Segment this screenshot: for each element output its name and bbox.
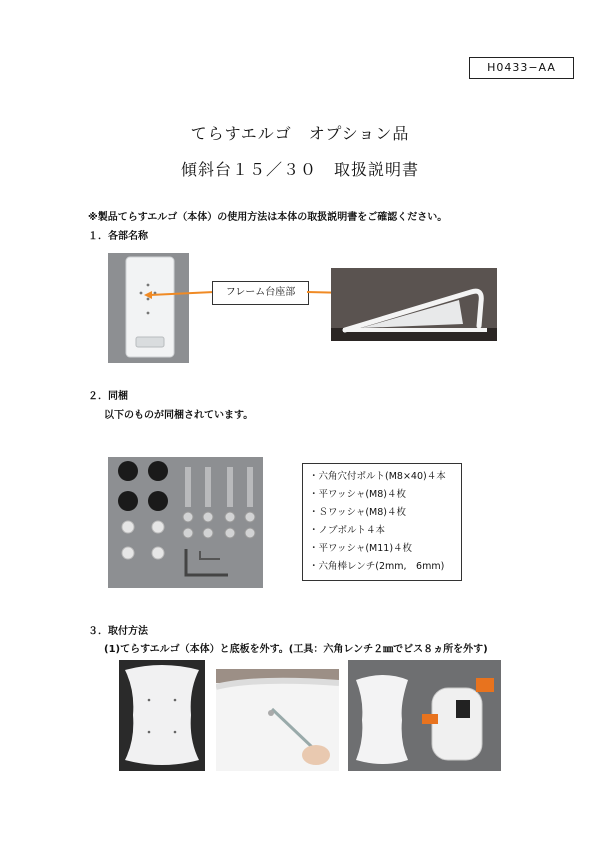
section-2-heading: ２．同梱	[88, 391, 128, 402]
parts-list-item: ・平ワッシャ(M11)４枚	[309, 543, 413, 554]
parts-list-item: ・六角穴付ボルト(M8×40)４本	[309, 471, 446, 482]
section-1-heading: １．各部名称	[88, 231, 148, 242]
frame-base-label: フレーム台座部	[212, 281, 309, 305]
base-plate-drawing	[119, 660, 205, 771]
section-3-step-1: (1)てらすエルゴ（本体）と底板を外す。(工具：六角レンチ２㎜でビス８ヵ所を外す)	[104, 644, 488, 655]
title-line-2: 傾斜台１５／３０ 取扱説明書	[180, 160, 419, 179]
screw-removal-drawing	[216, 669, 339, 771]
parts-list-item: ・ノブボルト４本	[309, 525, 386, 536]
included-parts-drawing	[108, 457, 263, 588]
parts-list-box	[302, 463, 462, 581]
parts-list	[309, 468, 461, 576]
parts-list-item: ・Ｓワッシャ(M8)４枚	[309, 507, 406, 518]
tilt-stand-photo	[331, 268, 497, 341]
screw-removal-photo	[216, 669, 339, 771]
section-3-heading: ３．取付方法	[88, 626, 148, 637]
included-parts-photo	[108, 457, 263, 588]
unit-disassembly-drawing	[348, 660, 501, 771]
frame-base-photo	[108, 253, 189, 363]
unit-disassembly-photo	[348, 660, 501, 771]
parts-list-item: ・平ワッシャ(M8)４枚	[309, 489, 406, 500]
frame-base-drawing	[108, 253, 189, 363]
callout-arrow	[140, 286, 215, 300]
parts-list-item: ・六角棒レンチ(2mm, 6mm)	[309, 561, 445, 572]
base-plate-photo	[119, 660, 205, 771]
usage-note: ※製品てらすエルゴ（本体）の使用方法は本体の取扱説明書をご確認ください。	[88, 212, 448, 223]
document-code: H0433−AA	[469, 57, 574, 79]
tilt-stand-drawing	[331, 268, 497, 341]
title-line-1: てらすエルゴ オプション品	[190, 124, 410, 143]
section-2-description: 以下のものが同梱されています。	[104, 410, 254, 421]
